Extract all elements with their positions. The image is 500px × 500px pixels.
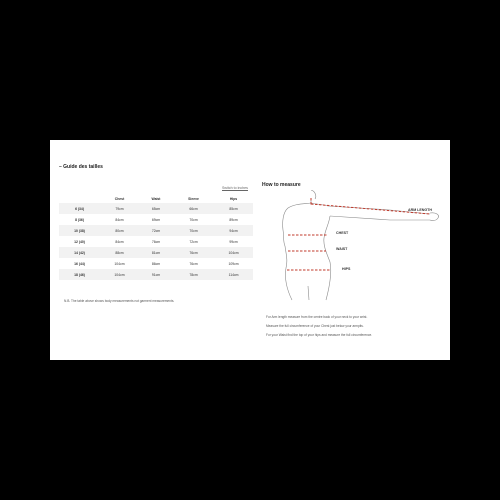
instruction-arm: For Arm length measure from the centre back of your neck to your wrist.: [266, 315, 368, 319]
size-cell: 8 (36): [75, 217, 84, 222]
waist-label: WAIST: [336, 247, 348, 251]
size-cell: 18 (46): [59, 269, 100, 280]
table-cell: 70cm: [189, 217, 198, 222]
table-cell: 94cm: [214, 225, 253, 236]
table-cell: 72cm: [189, 239, 198, 244]
column-header: Waist: [151, 196, 161, 201]
leg-gap-outline: [308, 286, 309, 300]
table-cell: 85cm: [214, 203, 253, 214]
table-cell: 104cm: [114, 261, 125, 266]
chest-label: CHEST: [336, 231, 349, 235]
hips-label: HIPS: [342, 267, 351, 271]
table-cell: 84cm: [115, 217, 124, 222]
column-header: Chest: [114, 196, 125, 201]
size-guide-title[interactable]: – Guide des tailles: [59, 164, 103, 170]
instruction-waist: For your Waist find the top of your hips and measure the full circumference.: [266, 333, 373, 337]
torso-right-outline: [324, 216, 331, 300]
table-cell: 104cm: [100, 269, 139, 280]
how-to-measure-title: How to measure: [262, 182, 301, 188]
table-cell: 88cm: [100, 247, 139, 258]
hand-outline: [430, 213, 439, 221]
table-row: [59, 225, 253, 236]
table-row: [59, 269, 253, 280]
table-cell: 76cm: [189, 261, 198, 266]
size-table: [59, 194, 253, 280]
table-cell: 66cm: [173, 203, 214, 214]
table-cell: 86cm: [151, 261, 161, 266]
table-cell: 72cm: [139, 225, 173, 236]
table-cell: 84cm: [115, 239, 124, 244]
table-row: [59, 247, 253, 258]
table-cell: 80cm: [100, 225, 139, 236]
table-cell: 78cm: [173, 269, 214, 280]
table-cell: 69cm: [151, 217, 161, 222]
table-cell: 109cm: [228, 261, 239, 266]
size-cell: 10 (38): [59, 225, 100, 236]
table-cell: 76cm: [151, 239, 161, 244]
column-header: [59, 194, 100, 203]
table-row: [59, 236, 253, 247]
table-cell: 76cm: [173, 247, 214, 258]
table-cell: 99cm: [229, 239, 238, 244]
table-cell: 81cm: [139, 247, 173, 258]
column-header: Hips: [229, 196, 238, 201]
measurement-note: N.B. The table above shows body measurements not garment measurements.: [64, 299, 175, 303]
table-cell: 79cm: [100, 203, 139, 214]
left-shoulder-outline: [283, 203, 311, 246]
table-cell: 89cm: [229, 217, 238, 222]
head-outline: [311, 190, 316, 199]
size-cell: 14 (42): [59, 247, 100, 258]
arm-length-label: ARM LENGTH: [408, 208, 432, 212]
switch-to-inches-link[interactable]: Switch to inches: [222, 186, 248, 190]
table-row: [59, 203, 253, 214]
body-figure-illustration: [270, 190, 445, 302]
size-cell: 12 (40): [74, 239, 85, 244]
torso-left-outline: [285, 246, 292, 300]
table-cell: 104cm: [214, 247, 253, 258]
table-row: [59, 214, 253, 225]
table-cell: 114cm: [214, 269, 253, 280]
table-header-row: [59, 194, 253, 203]
instruction-chest: Measure the full circumference of your Chest just below your armpits.: [266, 324, 364, 328]
column-header: Sleeve: [188, 196, 199, 201]
table-cell: 70cm: [173, 225, 214, 236]
size-guide-card: [50, 140, 450, 360]
size-cell: 16 (44): [74, 261, 85, 266]
arm-under-outline: [330, 216, 430, 220]
table-cell: 91cm: [139, 269, 173, 280]
size-cell: 6 (34): [59, 203, 100, 214]
table-row: [59, 258, 253, 269]
table-cell: 65cm: [139, 203, 173, 214]
